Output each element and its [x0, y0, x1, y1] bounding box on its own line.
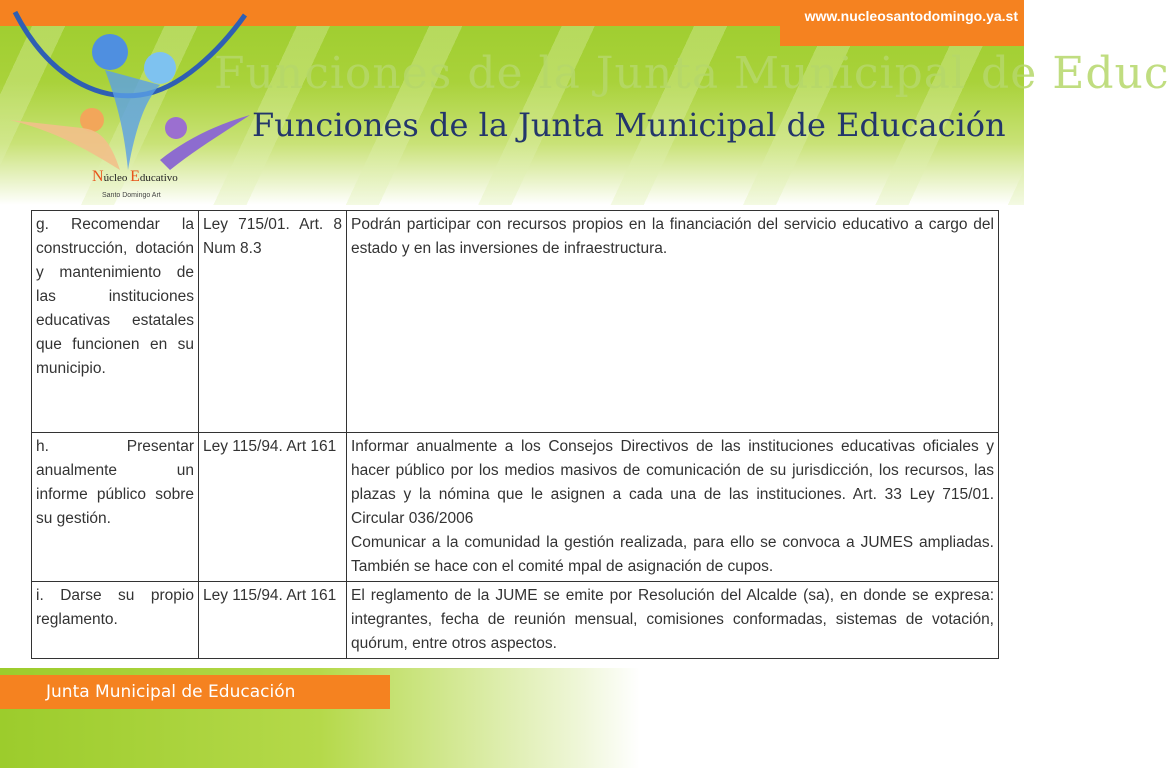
logo-word-ucleo: úcleo [103, 172, 128, 184]
website-url[interactable]: www.nucleosantodomingo.ya.st [804, 8, 1018, 24]
table-row [32, 582, 999, 659]
description-cell: Podrán participar con recursos propios en la financiación del servicio educativo a cargo del estado y en las inversiones de infraestructura. [347, 211, 999, 433]
logo-letter-e: E [130, 168, 140, 185]
table-row [32, 433, 999, 582]
law-cell: Ley 715/01. Art. 8 Num 8.3 [199, 211, 347, 433]
logo-word-ducativo: ducativo [139, 172, 178, 184]
url-box [780, 0, 1024, 46]
title-shadow: Funciones de la Junta Municipal de Educ [214, 48, 1169, 99]
law-cell: Ley 115/94. Art 161 [199, 433, 347, 582]
logo-wordmark [92, 168, 178, 186]
footer-label: Junta Municipal de Educación [46, 682, 296, 702]
description-paragraph: Comunicar a la comunidad la gestión realizada, para ello se convoca a JUMES ampliadas. También se hace con el comité mpal de asignación de cupos. [351, 534, 994, 575]
description-paragraph: Informar anualmente a los Consejos Directivos de las instituciones educativas oficiales y hacer público por los medios masivos de comunicación de su jurisdicción, los recursos, las plazas y la nómina que le asignen a cada una de las instituciones. Art. 33 Ley 715/01. Circular 036/2006 [351, 438, 994, 527]
functions-table [31, 210, 999, 659]
function-cell: g. Recomendar la construcción, dotación y mantenimiento de las instituciones educativas estatales que funcionen en su municipio. [32, 211, 199, 433]
logo-letter-n: N [92, 168, 104, 185]
function-cell: h. Presentar anualmente un informe público sobre su gestión. [32, 433, 199, 582]
page-title: Funciones de la Junta Municipal de Educación [252, 106, 1006, 144]
table-row [32, 211, 999, 433]
logo-purple-head [165, 117, 187, 139]
description-cell: El reglamento de la JUME se emite por Resolución del Alcalde (sa), en donde se expresa: integrantes, fecha de reunión mensual, comisiones conformadas, sistemas de votación, quórum, entre otros aspectos. [347, 582, 999, 659]
logo-subtitle: Santo Domingo Art [102, 192, 161, 199]
logo-blue-head [92, 34, 128, 70]
logo-lightblue-head [144, 52, 176, 84]
logo-orange-body [10, 120, 120, 170]
description-cell [347, 433, 999, 582]
law-cell: Ley 115/94. Art 161 [199, 582, 347, 659]
function-cell: i. Darse su propio reglamento. [32, 582, 199, 659]
